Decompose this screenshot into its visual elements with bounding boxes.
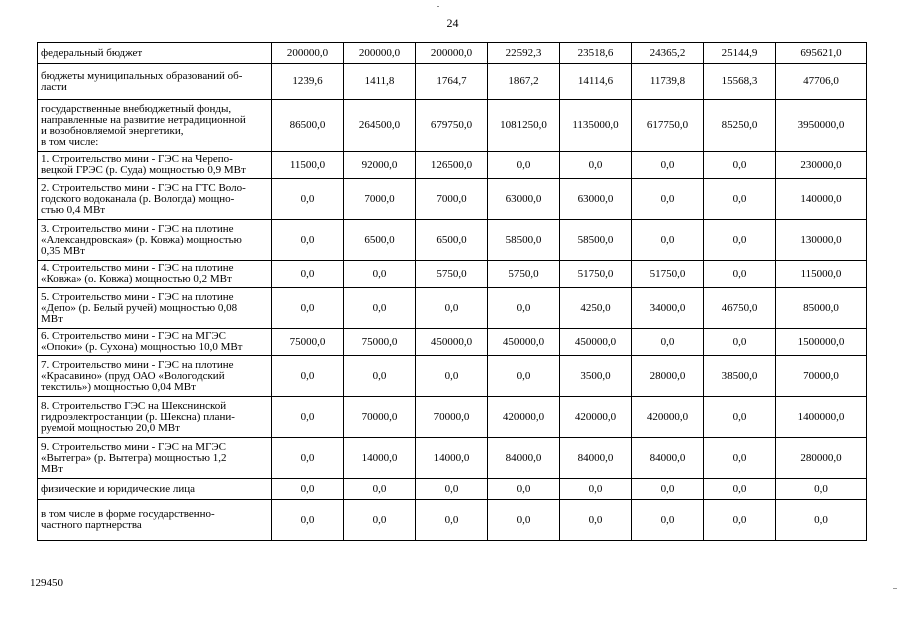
table-row [38, 438, 867, 479]
table-cell: 0,0 [632, 329, 704, 356]
table-cell: 0,0 [272, 220, 344, 261]
table-cell: 1867,2 [488, 64, 560, 100]
table-cell: 63000,0 [560, 179, 632, 220]
table-cell: 23518,6 [560, 43, 632, 64]
table-cell: 0,0 [344, 500, 416, 541]
table-cell: 63000,0 [488, 179, 560, 220]
table-cell: 6500,0 [344, 220, 416, 261]
table-cell: 3950000,0 [776, 100, 867, 152]
table-cell: 92000,0 [344, 152, 416, 179]
table-cell: 0,0 [416, 356, 488, 397]
table-cell: 28000,0 [632, 356, 704, 397]
table-cell: 5750,0 [488, 261, 560, 288]
table-cell: 85000,0 [776, 288, 867, 329]
table-row [38, 479, 867, 500]
table-cell: 14114,6 [560, 64, 632, 100]
table-cell: 280000,0 [776, 438, 867, 479]
table-cell: 0,0 [272, 397, 344, 438]
table-cell: 38500,0 [704, 356, 776, 397]
table-cell: 0,0 [272, 500, 344, 541]
table-cell: 230000,0 [776, 152, 867, 179]
table-cell: 85250,0 [704, 100, 776, 152]
table-cell: 0,0 [488, 152, 560, 179]
table-cell: 0,0 [272, 261, 344, 288]
row-label: 5. Строительство мини - ГЭС на плотине «Депо» (р. Белый ручей) мощностью 0,08 МВт [38, 288, 272, 329]
table-cell: 200000,0 [344, 43, 416, 64]
table-row [38, 64, 867, 100]
table-cell: 47706,0 [776, 64, 867, 100]
table-cell: 58500,0 [488, 220, 560, 261]
table-cell: 0,0 [632, 179, 704, 220]
table-cell: 0,0 [704, 152, 776, 179]
table-cell: 0,0 [560, 479, 632, 500]
table-cell: 1411,8 [344, 64, 416, 100]
table-cell: 0,0 [344, 288, 416, 329]
table-row [38, 397, 867, 438]
table-cell: 0,0 [272, 288, 344, 329]
table-cell: 140000,0 [776, 179, 867, 220]
table-cell: 0,0 [704, 438, 776, 479]
table-cell: 75000,0 [344, 329, 416, 356]
table-row [38, 220, 867, 261]
table-cell: 0,0 [776, 479, 867, 500]
table-cell: 34000,0 [632, 288, 704, 329]
table-cell: 6500,0 [416, 220, 488, 261]
table-cell: 11500,0 [272, 152, 344, 179]
row-label: 4. Строительство мини - ГЭС на плотине «Ковжа» (о. Ковжа) мощностью 0,2 МВт [38, 261, 272, 288]
table-cell: 0,0 [632, 220, 704, 261]
row-label: 7. Строительство мини - ГЭС на плотине «Красавино» (пруд ОАО «Вологодский текстиль») мощностью 0,04 МВт [38, 356, 272, 397]
table-cell: 450000,0 [488, 329, 560, 356]
table-cell: 679750,0 [416, 100, 488, 152]
table-cell: 420000,0 [560, 397, 632, 438]
table-cell: 75000,0 [272, 329, 344, 356]
table-cell: 0,0 [704, 220, 776, 261]
table-cell: 0,0 [416, 479, 488, 500]
table-cell: 695621,0 [776, 43, 867, 64]
scan-mark [893, 588, 897, 589]
table-cell: 70000,0 [344, 397, 416, 438]
table-cell: 450000,0 [416, 329, 488, 356]
table-cell: 0,0 [704, 261, 776, 288]
table-cell: 14000,0 [416, 438, 488, 479]
table-row [38, 152, 867, 179]
table-cell: 3500,0 [560, 356, 632, 397]
table-cell: 115000,0 [776, 261, 867, 288]
table-cell: 617750,0 [632, 100, 704, 152]
table-row [38, 100, 867, 152]
table-cell: 126500,0 [416, 152, 488, 179]
table-cell: 1500000,0 [776, 329, 867, 356]
table-cell: 1081250,0 [488, 100, 560, 152]
table-row [38, 43, 867, 64]
table-cell: 1400000,0 [776, 397, 867, 438]
table-cell: 5750,0 [416, 261, 488, 288]
table-cell: 46750,0 [704, 288, 776, 329]
table-cell: 51750,0 [632, 261, 704, 288]
table-cell: 0,0 [272, 438, 344, 479]
table-cell: 0,0 [488, 288, 560, 329]
table-cell: 0,0 [488, 356, 560, 397]
table-cell: 25144,9 [704, 43, 776, 64]
table-cell: 14000,0 [344, 438, 416, 479]
table-cell: 0,0 [416, 500, 488, 541]
table-cell: 15568,3 [704, 64, 776, 100]
table-row [38, 356, 867, 397]
table-cell: 1239,6 [272, 64, 344, 100]
scan-mark [437, 6, 439, 7]
table-cell: 0,0 [560, 500, 632, 541]
table-cell: 84000,0 [560, 438, 632, 479]
table-cell: 84000,0 [488, 438, 560, 479]
table-cell: 0,0 [632, 152, 704, 179]
table-cell: 4250,0 [560, 288, 632, 329]
table-cell: 1135000,0 [560, 100, 632, 152]
row-label: бюджеты муниципальных образований об- ласти [38, 64, 272, 100]
row-label: физические и юридические лица [38, 479, 272, 500]
table-cell: 58500,0 [560, 220, 632, 261]
table-cell: 420000,0 [488, 397, 560, 438]
page-number: 24 [446, 16, 459, 30]
table-cell: 86500,0 [272, 100, 344, 152]
table-cell: 51750,0 [560, 261, 632, 288]
table-cell: 11739,8 [632, 64, 704, 100]
table-cell: 0,0 [704, 179, 776, 220]
table-cell: 200000,0 [416, 43, 488, 64]
table-row [38, 261, 867, 288]
table-cell: 0,0 [776, 500, 867, 541]
table-cell: 0,0 [272, 356, 344, 397]
table-cell: 0,0 [632, 500, 704, 541]
row-label: государственные внебюджетный фонды, направленные на развитие нетрадиционной и возобновляемой энергетики, в том числе: [38, 100, 272, 152]
table-cell: 0,0 [272, 179, 344, 220]
table-cell: 0,0 [704, 329, 776, 356]
row-label: федеральный бюджет [38, 43, 272, 64]
table-cell: 0,0 [632, 479, 704, 500]
table-cell: 0,0 [416, 288, 488, 329]
table-cell: 264500,0 [344, 100, 416, 152]
table-cell: 0,0 [272, 479, 344, 500]
table-cell: 22592,3 [488, 43, 560, 64]
table-cell: 0,0 [488, 479, 560, 500]
table-cell: 0,0 [344, 479, 416, 500]
table-row [38, 179, 867, 220]
row-label: 9. Строительство мини - ГЭС на МГЭС «Вытегра» (р. Вытегра) мощностью 1,2 МВт [38, 438, 272, 479]
table-row [38, 500, 867, 541]
table-cell: 420000,0 [632, 397, 704, 438]
row-label: 8. Строительство ГЭС на Шекснинской гидроэлектростанции (р. Шексна) плани- руемой мощностью 20,0 МВт [38, 397, 272, 438]
row-label: 6. Строительство мини - ГЭС на МГЭС «Опоки» (р. Сухона) мощностью 10,0 МВт [38, 329, 272, 356]
table-row [38, 288, 867, 329]
table-cell: 200000,0 [272, 43, 344, 64]
table-cell: 84000,0 [632, 438, 704, 479]
funding-table [37, 42, 867, 541]
table-cell: 70000,0 [416, 397, 488, 438]
table-cell: 0,0 [344, 356, 416, 397]
table-cell: 0,0 [704, 479, 776, 500]
row-label: в том числе в форме государственно- частного партнерства [38, 500, 272, 541]
row-label: 1. Строительство мини - ГЭС на Черепо- вецкой ГРЭС (р. Суда) мощностью 0,9 МВт [38, 152, 272, 179]
table-cell: 130000,0 [776, 220, 867, 261]
table-cell: 24365,2 [632, 43, 704, 64]
table-row [38, 329, 867, 356]
row-label: 3. Строительство мини - ГЭС на плотине «Александровская» (р. Ковжа) мощностью 0,35 МВт [38, 220, 272, 261]
table-cell: 0,0 [704, 397, 776, 438]
table-cell: 7000,0 [416, 179, 488, 220]
table-cell: 0,0 [488, 500, 560, 541]
row-label: 2. Строительство мини - ГЭС на ГТС Воло- годского водоканала (р. Вологда) мощно- стью 0,4 МВт [38, 179, 272, 220]
table-cell: 1764,7 [416, 64, 488, 100]
document-code: 129450 [30, 577, 63, 589]
table-cell: 7000,0 [344, 179, 416, 220]
table-cell: 0,0 [344, 261, 416, 288]
table-cell: 0,0 [560, 152, 632, 179]
table-cell: 70000,0 [776, 356, 867, 397]
table-cell: 0,0 [704, 500, 776, 541]
table-cell: 450000,0 [560, 329, 632, 356]
